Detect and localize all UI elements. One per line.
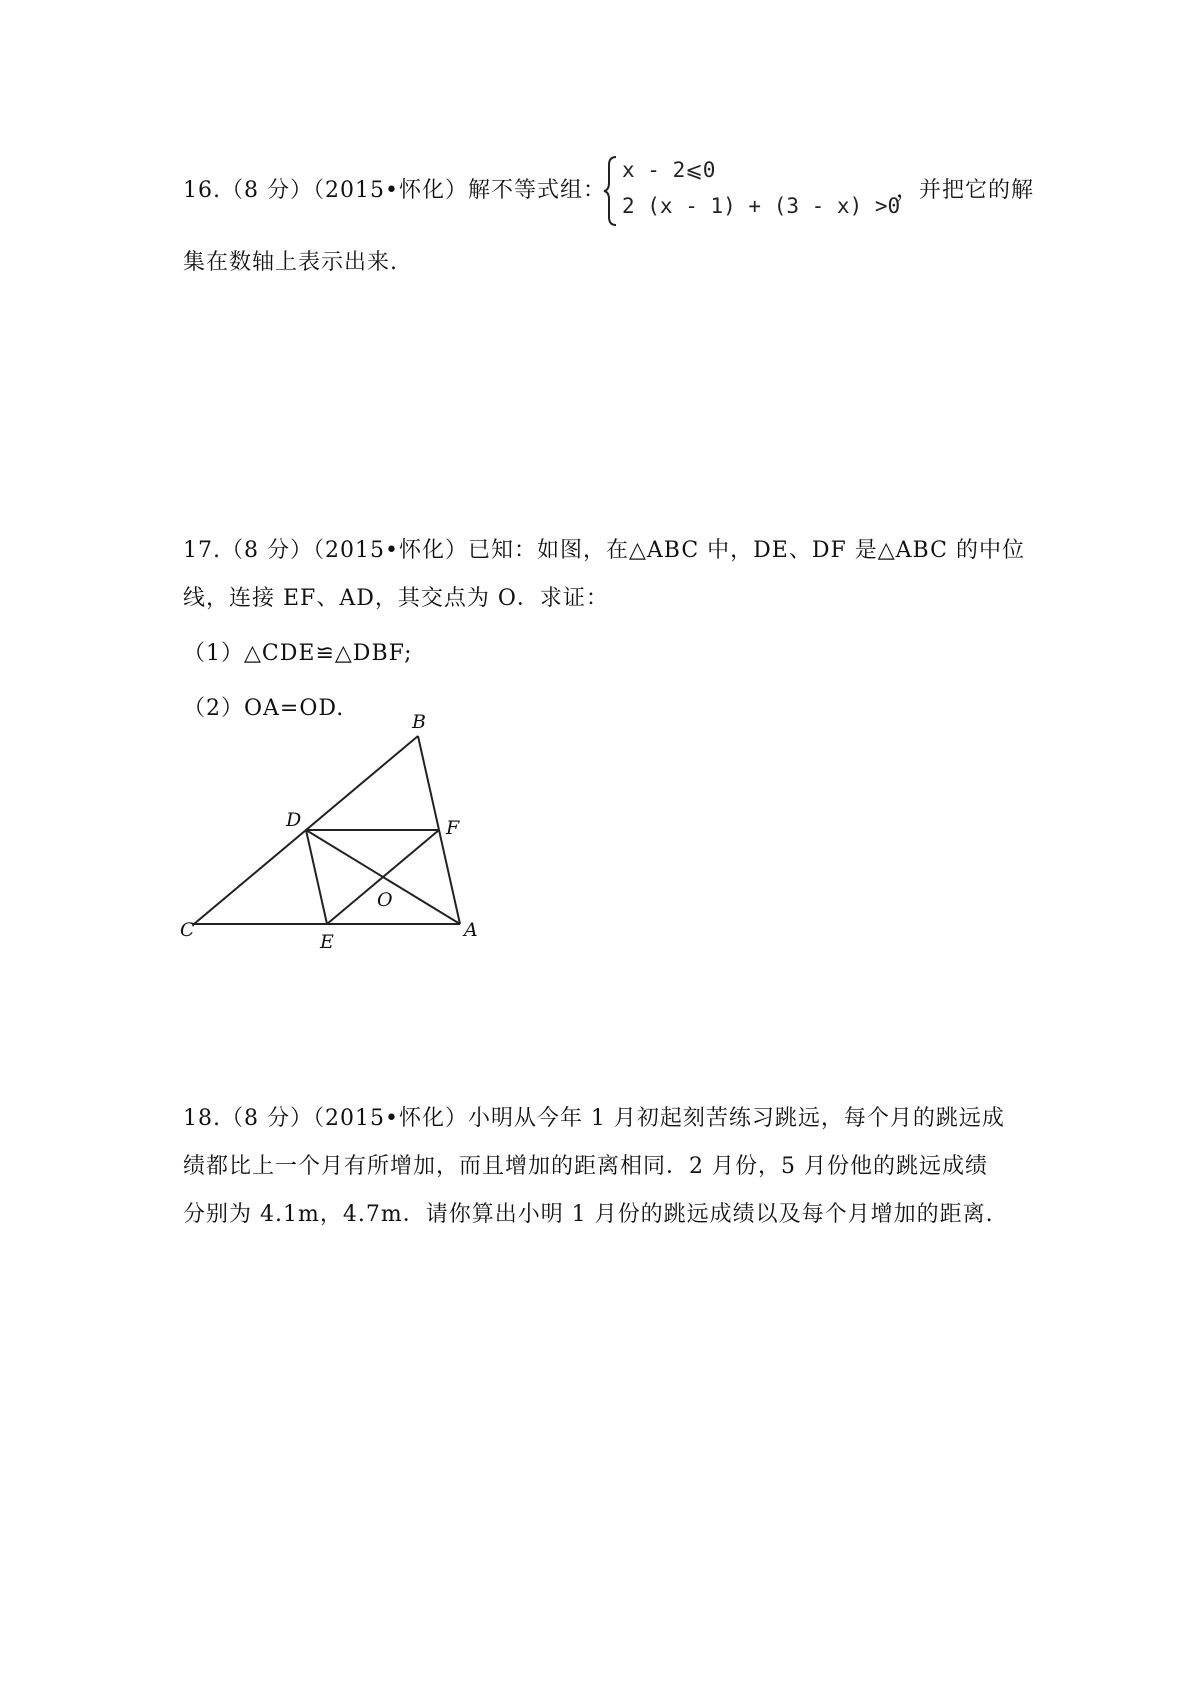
q16-suffix: ，并把它的解 xyxy=(896,178,1035,203)
q17-line-2: 线，连接 EF、AD，其交点为 O．求证： xyxy=(183,586,609,611)
inequality-row-1: x - 2⩽0 xyxy=(622,158,716,182)
q17-part-2: （2）OA=OD. xyxy=(183,696,345,721)
label-f: F xyxy=(446,817,460,839)
label-a: A xyxy=(464,919,478,941)
segment-de xyxy=(306,830,327,924)
label-e: E xyxy=(320,931,334,953)
q17-line-1: 17.（8 分）（2015•怀化）已知：如图，在△ABC 中，DE、DF 是△ABC 的中位 xyxy=(183,538,1025,563)
label-d: D xyxy=(286,809,302,831)
triangle-figure xyxy=(180,711,490,953)
left-brace-icon xyxy=(602,155,620,227)
inequality-row-2: 2 (x - 1) + (3 - x) >0 xyxy=(622,194,901,218)
inequality-system xyxy=(602,155,901,227)
q16-line-2: 集在数轴上表示出来. xyxy=(183,250,398,275)
q17-part-1: （1）△CDE≌△DBF; xyxy=(183,641,413,666)
q18-line-2: 绩都比上一个月有所增加，而且增加的距离相同．2 月份，5 月份他的跳远成绩 xyxy=(183,1154,988,1179)
label-b: B xyxy=(412,711,426,733)
q16-prefix: 16.（8 分）（2015•怀化）解不等式组： xyxy=(183,178,606,203)
label-c: C xyxy=(180,919,195,941)
q18-line-3: 分别为 4.1m，4.7m．请你算出小明 1 月份的跳远成绩以及每个月增加的距离. xyxy=(183,1202,994,1227)
label-o: O xyxy=(377,889,393,911)
q18-line-1: 18.（8 分）（2015•怀化）小明从今年 1 月初起刻苦练习跳远，每个月的跳远成 xyxy=(183,1106,1005,1131)
